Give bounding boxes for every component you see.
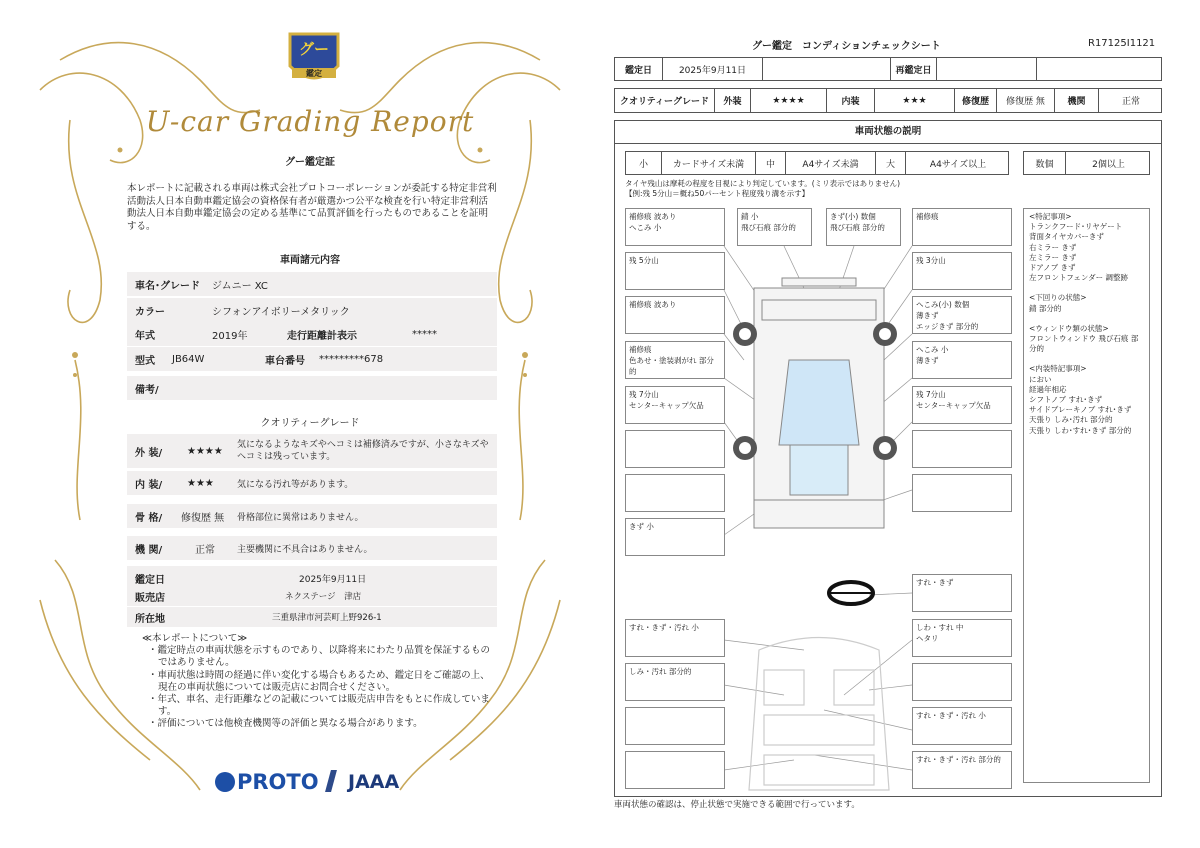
grade-row	[614, 88, 1162, 113]
condition-note-box	[625, 430, 725, 468]
condition-note-box	[912, 663, 1012, 701]
row-interior	[127, 471, 497, 495]
condition-note-box	[912, 474, 1012, 512]
condition-note-box	[912, 707, 1012, 745]
note-line: 飛び石痕 部分的	[830, 223, 885, 232]
condition-note-box	[625, 296, 725, 334]
shop-name: ネクステージ 津店	[285, 592, 362, 602]
legend-large-desc: A4サイズ以上	[929, 159, 987, 170]
interior-label: 内 装/	[135, 479, 163, 491]
condition-note-box	[625, 341, 725, 379]
condition-note-box	[826, 208, 901, 246]
row-engine	[127, 536, 497, 560]
note-line: エッジきず 部分的	[916, 322, 979, 331]
sheet-date: 2025年9月11日	[663, 58, 763, 80]
count-label: 数個	[1024, 152, 1066, 174]
note-line: すれ・きず・汚れ 小	[916, 711, 986, 720]
engine-label: 機 関/	[135, 544, 163, 556]
row-frame	[127, 504, 497, 528]
row-remarks	[127, 376, 497, 400]
remark-line: シフトノブ すれ･きず	[1029, 395, 1103, 405]
condition-note-box	[737, 208, 812, 246]
sheet-title: グー鑑定 コンディションチェックシート	[752, 41, 941, 52]
exterior-text: 気になるようなキズやヘコミは補修済みですが、小さなキズやヘコミは残っています。	[237, 440, 489, 462]
row-exterior	[127, 434, 497, 468]
note-line: しみ・汚れ 部分的	[629, 667, 692, 676]
date-label: 鑑定日	[615, 58, 663, 80]
year-label: 年式	[135, 330, 155, 342]
condition-note-box	[625, 252, 725, 290]
remark-line: <内装特記事項>	[1029, 364, 1087, 374]
note-line: へこみ 小	[916, 345, 949, 354]
remark-line: <下回りの状態>	[1029, 293, 1087, 303]
name-label: 車名･グレード	[135, 280, 200, 292]
remark-line: <ウィンドウ類の状態>	[1029, 323, 1109, 333]
condition-note-box	[912, 252, 1012, 290]
remark-line	[1029, 354, 1144, 364]
count-legend	[1023, 151, 1150, 175]
row-name	[127, 272, 497, 296]
redate-label: 再鑑定日	[891, 58, 937, 80]
legend-large: 大	[876, 152, 906, 174]
remark-line: サイドブレーキノブ すれ･きず	[1029, 405, 1132, 415]
row-year	[127, 322, 497, 346]
condition-note-box	[625, 619, 725, 657]
note-line: すれ・きず・汚れ 部分的	[916, 755, 1001, 764]
condition-note-box	[912, 296, 1012, 334]
shop-label: 販売店	[135, 592, 165, 604]
condition-note-box	[625, 663, 725, 701]
note-line: へこみ(小) 数個	[916, 300, 970, 309]
color-label: カラー	[135, 306, 165, 318]
frame-label: 骨 格/	[135, 512, 163, 524]
date-row	[614, 57, 1162, 81]
model-code: JB64W	[172, 353, 205, 365]
legend-small-desc: カードサイズ未満	[662, 152, 756, 174]
remarks-label: 備考/	[135, 384, 159, 396]
remark-line: トランクフード･リヤゲート	[1029, 222, 1123, 232]
jaaa-logo: JAAA	[328, 770, 399, 793]
engine-text: 主要機関に不具合はありません。	[237, 544, 373, 555]
condition-note-box	[625, 518, 725, 556]
note-item: ・鑑定時点の車両状態を示すものであり、以降将来にわたり品質を保証するものではありません。	[148, 645, 491, 669]
remark-line: におい	[1029, 374, 1052, 384]
note-line: 残 7分山	[629, 390, 659, 399]
model-label: 型式	[135, 355, 155, 367]
note-line: きず 小	[629, 522, 654, 531]
condition-note-box	[912, 341, 1012, 379]
vehicle-color: シフォンアイボリーメタリック	[212, 306, 350, 318]
note-item: ・年式、車名、走行距離などの記載については販売店申告をもとに作成しています。	[148, 694, 490, 718]
address-label: 所在地	[135, 613, 165, 625]
exterior-label: 外装	[715, 89, 751, 112]
row-model	[127, 347, 497, 371]
report-title: U-car Grading Report	[145, 105, 475, 138]
remark-line: 天張り しわ･すれ･きず 部分的	[1029, 425, 1132, 435]
cert-heading: グー鑑定証	[285, 157, 335, 168]
badge-top-text: グー	[298, 40, 329, 58]
remark-line	[1029, 314, 1144, 324]
proto-logo: PROTO	[215, 770, 319, 794]
condition-note-box	[912, 386, 1012, 424]
engine-value: 正常	[195, 544, 215, 556]
condition-note-box	[625, 474, 725, 512]
vehicle-name: ジムニー XC	[212, 280, 268, 292]
grade-label: クオリティーグレード	[615, 89, 715, 112]
quality-heading: クオリティーグレード	[260, 418, 360, 429]
condition-note-box	[625, 386, 725, 424]
row-address	[127, 607, 497, 627]
note-line: すれ・きず	[916, 578, 954, 587]
row-shop	[127, 586, 497, 606]
exterior-stars: ★★★★	[187, 445, 223, 457]
remark-line	[1029, 283, 1144, 293]
remark-line: <特記事項>	[1029, 212, 1072, 221]
note-line: 補修痕	[629, 345, 652, 354]
legend-medium: 中	[756, 152, 786, 174]
note-line: 補修痕 波あり	[629, 212, 677, 221]
cert-text: 本レポートに記載される車両は株式会社プロトコーポレーションが委託する特定非営利活動法人日本自動車鑑定協会の資格保有者が厳選かつ公平な検査を行い特定非営利活動法人日本自動車鑑定協会の定める基準にて品質評価を行ったものであることを証明する。	[127, 183, 497, 232]
date-label: 鑑定日	[135, 574, 165, 586]
remark-line: 左フロントフェンダー 調整跡	[1029, 273, 1128, 283]
note-line: 残 7分山	[916, 390, 946, 399]
note-line: 飛び石痕 部分的	[741, 223, 796, 232]
spec-heading: 車両諸元内容	[280, 255, 340, 266]
interior-label: 内装	[827, 89, 875, 112]
remark-line: 経過年相応	[1029, 384, 1067, 394]
engine-label: 機関	[1055, 89, 1099, 112]
report-notes	[142, 633, 492, 731]
count-desc: 2個以上	[1092, 159, 1125, 170]
mileage: *****	[412, 328, 437, 340]
note-line: しわ・すれ 中	[916, 623, 964, 632]
mileage-label: 走行距離計表示	[287, 330, 357, 342]
note-line: 薄きず	[916, 311, 939, 320]
note-line: 補修痕 波あり	[629, 300, 677, 309]
note-line: すれ・きず・汚れ 小	[629, 623, 699, 632]
note-line: ヘタリ	[916, 634, 939, 643]
exterior-stars: ★★★★	[751, 89, 827, 112]
redate-value	[937, 58, 1037, 80]
frame-value: 修復歴 無	[181, 512, 225, 524]
condition-note-box	[912, 430, 1012, 468]
vehicle-year: 2019年	[212, 330, 248, 342]
empty-cell	[1037, 58, 1163, 80]
condition-note-box	[912, 619, 1012, 657]
badge-bottom-text: 鑑定	[306, 69, 322, 78]
remark-line: 右ミラー きず	[1029, 242, 1077, 252]
inspection-date: 2025年9月11日	[299, 574, 367, 585]
remark-line: 天張り しみ･汚れ 部分的	[1029, 415, 1113, 425]
legend-medium-desc: A4サイズ未満	[786, 152, 876, 174]
note-line: 色あせ・塗装剥がれ 部分的	[629, 356, 714, 376]
goo-kantei-badge	[286, 30, 342, 90]
note-line: へこみ 小	[629, 223, 662, 232]
note-line: きず(小) 数個	[830, 212, 876, 221]
interior-stars: ★★★	[875, 89, 955, 112]
engine-value: 正常	[1121, 97, 1140, 107]
shop-address: 三重県津市河芸町上野926-1	[272, 613, 382, 623]
note-line: 残 5分山	[629, 256, 659, 265]
note-item: ・評価については他検査機関等の評価と異なる場合があります。	[148, 718, 423, 730]
note-line: 錆 小	[741, 212, 759, 221]
frame-text: 骨格部位に異常はありません。	[237, 512, 364, 523]
note-line: 補修痕	[916, 212, 939, 221]
repair-label: 修復歴	[955, 89, 997, 112]
legend-small: 小	[626, 152, 662, 174]
interior-text: 気になる汚れ等があります。	[237, 479, 354, 490]
repair-value: 修復歴 無	[997, 89, 1055, 112]
tire-note: タイヤ残山は摩耗の程度を目視により判定しています。(ミリ表示ではありません) 【例:残 5分山＝概ね50パーセント程度残り溝を示す】	[625, 179, 901, 198]
interior-stars: ★★★	[187, 477, 214, 489]
chassis-label: 車台番号	[265, 355, 305, 367]
condition-note-box	[912, 208, 1012, 246]
exterior-label: 外 装/	[135, 447, 163, 459]
empty-cell	[763, 58, 891, 80]
note-line: 残 3分山	[916, 256, 946, 265]
row-color	[127, 298, 497, 322]
note-line: センターキャップ欠品	[916, 401, 991, 410]
condition-note-box	[912, 751, 1012, 789]
note-line: 薄きず	[916, 356, 939, 365]
condition-note-box	[625, 208, 725, 246]
remarks-box	[1023, 208, 1150, 783]
remark-line: フロントウィンドウ 飛び石痕 部分的	[1029, 334, 1139, 354]
chassis-number: *********678	[319, 353, 384, 365]
remark-line: 左ミラー きず	[1029, 252, 1077, 262]
size-legend	[625, 151, 1009, 175]
document-id: R17125I1121	[1088, 38, 1156, 49]
condition-note-box	[625, 707, 725, 745]
condition-note-box	[625, 751, 725, 789]
section-title: 車両状態の説明	[614, 120, 1162, 144]
note-line: センターキャップ欠品	[629, 401, 704, 410]
note-item: ・車両状態は時間の経過に伴い変化する場合もあるため、鑑定日をご確認の上、現在の車両状態については販売店にお問合せください。	[148, 669, 490, 693]
footer-note: 車両状態の確認は、停止状態で実施できる範囲で行っています。	[614, 800, 860, 810]
notes-title: ≪本レポートについて≫	[142, 633, 248, 644]
condition-note-box	[912, 574, 1012, 612]
remark-line: ドアノブ きず	[1029, 263, 1076, 273]
remark-line: 錆 部分的	[1029, 303, 1062, 313]
remark-line: 背面タイヤカバーきず	[1029, 232, 1104, 242]
